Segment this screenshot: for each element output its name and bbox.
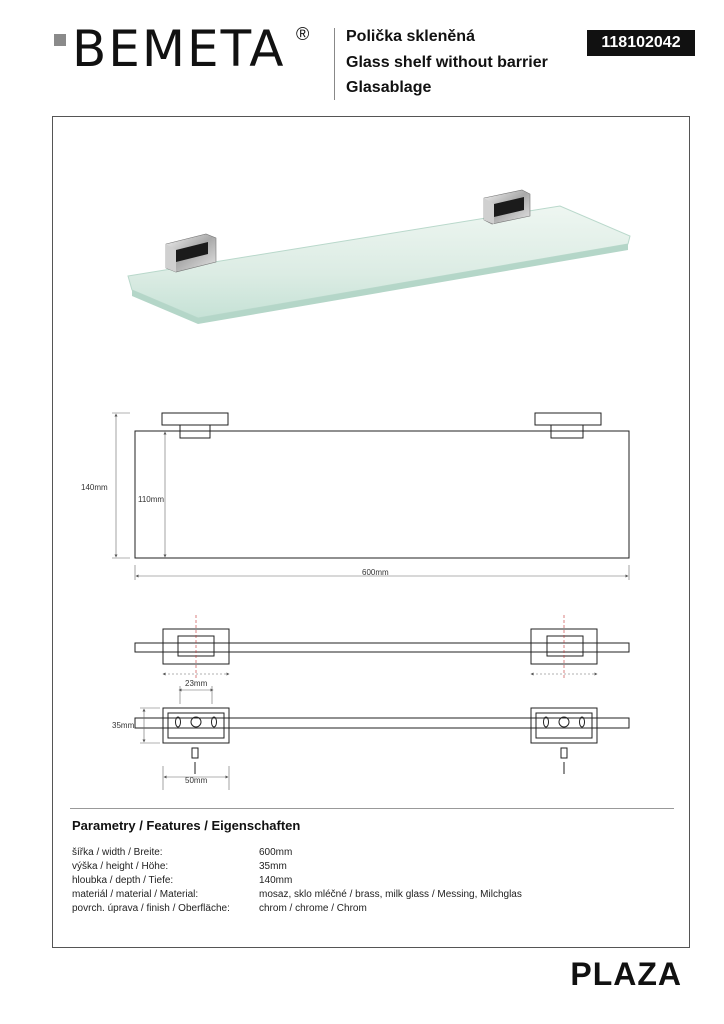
spec-label: šířka / width / Breite: <box>72 847 163 858</box>
title-en: Glass shelf without barrier <box>346 54 548 71</box>
top-view <box>135 629 629 664</box>
spec-label: výška / height / Höhe: <box>72 861 169 872</box>
spec-value: 140mm <box>259 875 293 886</box>
title-cs: Polička skleněná <box>346 28 475 45</box>
spec-value: chrom / chrome / Chrom <box>259 903 367 914</box>
spec-value: 35mm <box>259 861 287 872</box>
brand-logo: BEMETA <box>72 20 286 78</box>
front-view <box>135 413 629 558</box>
registered-mark: ® <box>296 24 310 44</box>
dim-bracket-width: 50mm <box>185 776 208 785</box>
mount-view <box>135 708 629 774</box>
dim-height-glass: 110mm <box>138 495 165 504</box>
spec-value: mosaz, sklo mléčné / brass, milk glass / Messing, Milchglas <box>259 889 522 900</box>
top-view-centerlines <box>196 615 564 680</box>
features-divider <box>70 808 674 809</box>
spec-label: povrch. úprava / finish / Oberfläche: <box>72 903 230 914</box>
features-title: Parametry / Features / Eigenschaften <box>72 818 301 833</box>
dim-hole-spacing: 23mm <box>185 679 208 688</box>
dim-bracket-height: 35mm <box>112 721 135 730</box>
dim-width: 600mm <box>362 568 389 577</box>
series-name: PLAZA <box>570 956 682 992</box>
spec-label: hloubka / depth / Tiefe: <box>72 875 174 886</box>
title-de: Glasablage <box>346 79 432 96</box>
dim-height-total: 140mm <box>81 483 108 492</box>
spec-label: materiál / material / Material: <box>72 889 199 900</box>
product-code: 118102042 <box>587 30 695 56</box>
product-image <box>128 190 630 324</box>
spec-value: 600mm <box>259 847 293 858</box>
